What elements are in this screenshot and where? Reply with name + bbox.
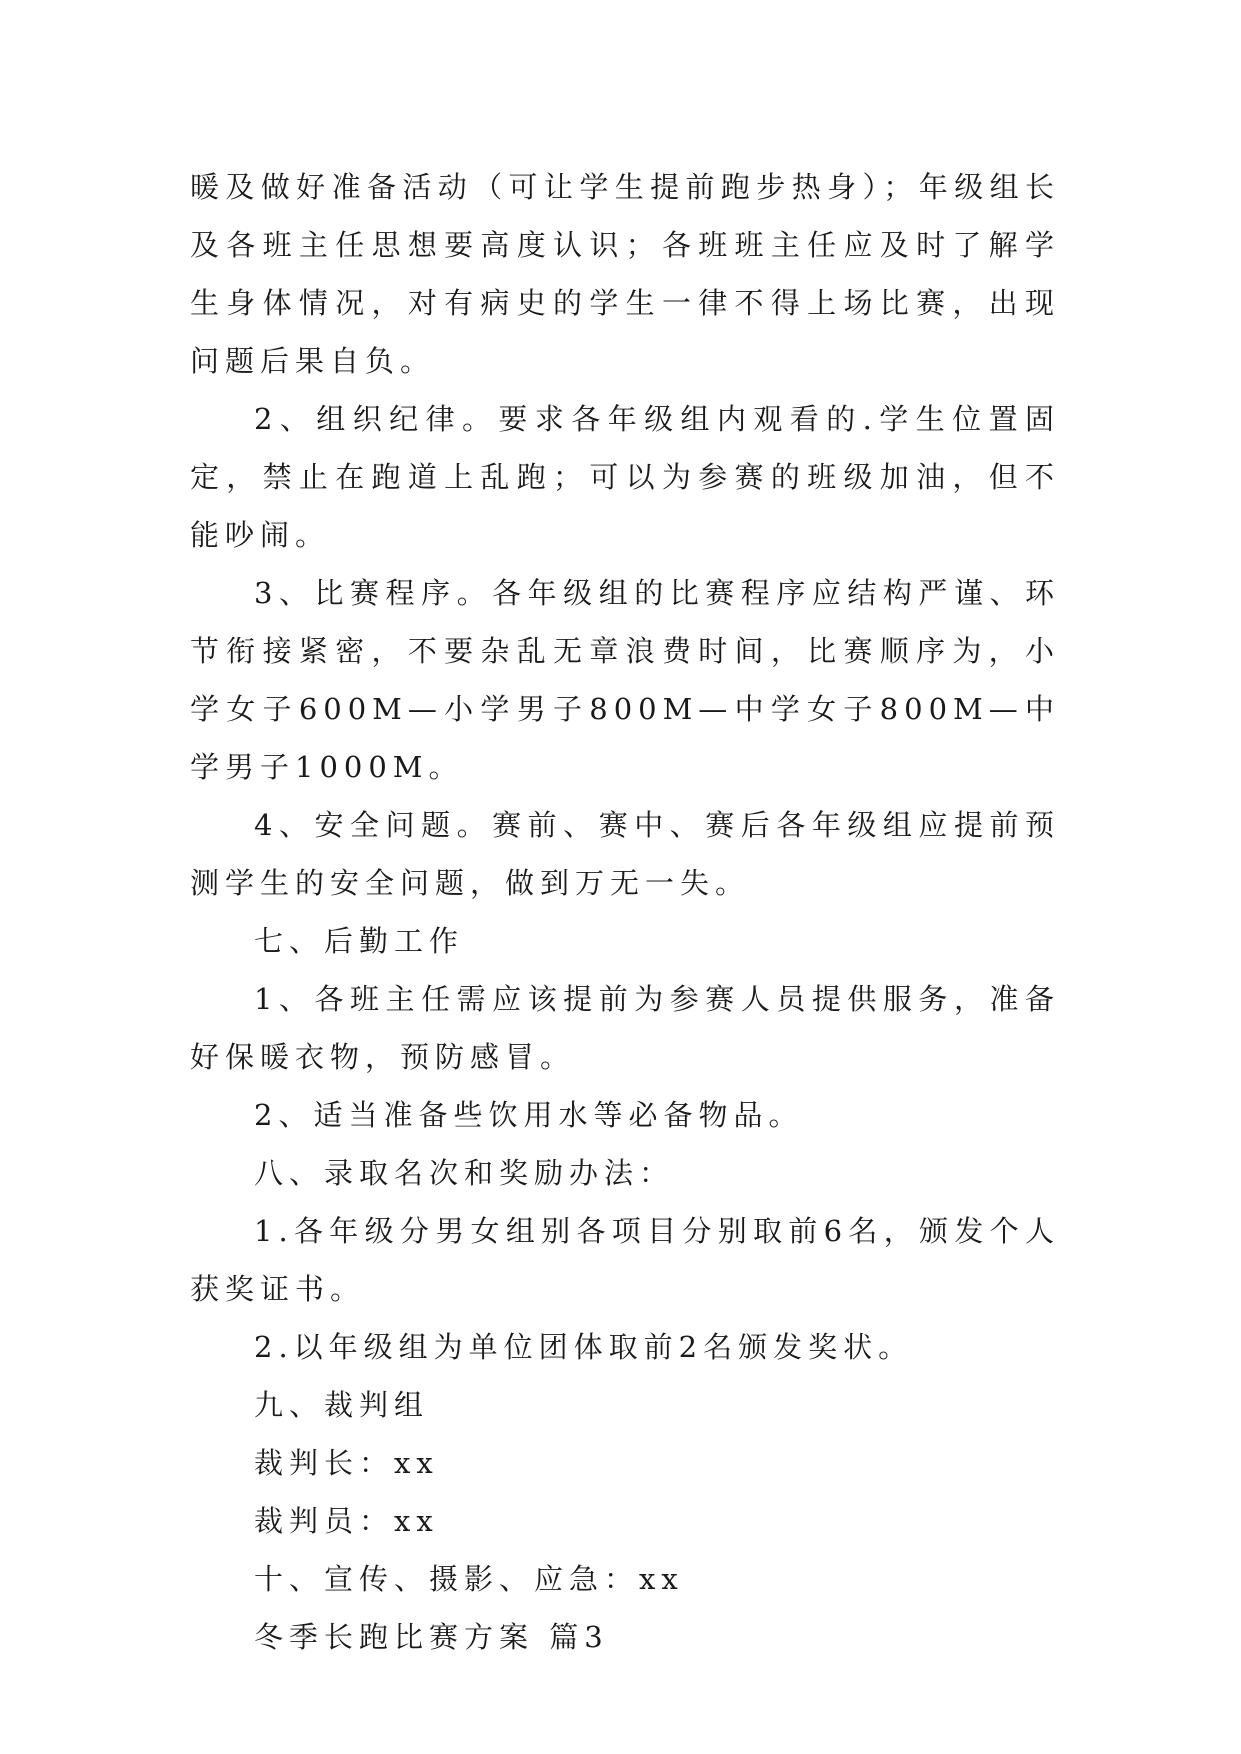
document-body — [190, 158, 1060, 1666]
chief-referee-line: 裁判长：xx — [254, 1446, 439, 1480]
section-heading-logistics: 七、后勤工作 — [254, 924, 465, 958]
paragraph-procedure: 3、比赛程序。各年级组的比赛程序应结构严谨、环节衔接紧密，不要杂乱无章浪费时间，比赛顺序为，小学女子600M—小学男子800M—中学女子800M—中学男子1000M。 — [190, 576, 1060, 784]
paragraph-awards-2: 2.以年级组为单位团体取前2名颁发奖状。 — [254, 1330, 914, 1364]
paragraph-awards-1: 1.各年级分男女组别各项目分别取前6名，颁发个人获奖证书。 — [190, 1214, 1060, 1306]
plan-title-3: 冬季长跑比赛方案 篇3 — [254, 1620, 609, 1654]
paragraph-safety: 4、安全问题。赛前、赛中、赛后各年级组应提前预测学生的安全问题，做到万无一失。 — [190, 808, 1060, 900]
paragraph-continuation: 暖及做好准备活动（可让学生提前跑步热身）；年级组长及各班主任思想要高度认识；各班班主任应及时了解学生身体情况，对有病史的学生一律不得上场比赛，出现问题后果自负。 — [190, 170, 1060, 378]
section-heading-referees: 九、裁判组 — [254, 1388, 430, 1422]
section-heading-awards: 八、录取名次和奖励办法： — [254, 1156, 675, 1190]
paragraph-logistics-2: 2、适当准备些饮用水等必备物品。 — [254, 1098, 804, 1132]
referee-line: 裁判员：xx — [254, 1504, 439, 1538]
section-heading-publicity: 十、宣传、摄影、应急：xx — [254, 1562, 684, 1596]
paragraph-logistics-1: 1、各班主任需应该提前为参赛人员提供服务，准备好保暖衣物，预防感冒。 — [190, 982, 1060, 1074]
paragraph-discipline: 2、组织纪律。要求各年级组内观看的.学生位置固定，禁止在跑道上乱跑；可以为参赛的班级加油，但不能吵闹。 — [190, 402, 1060, 552]
